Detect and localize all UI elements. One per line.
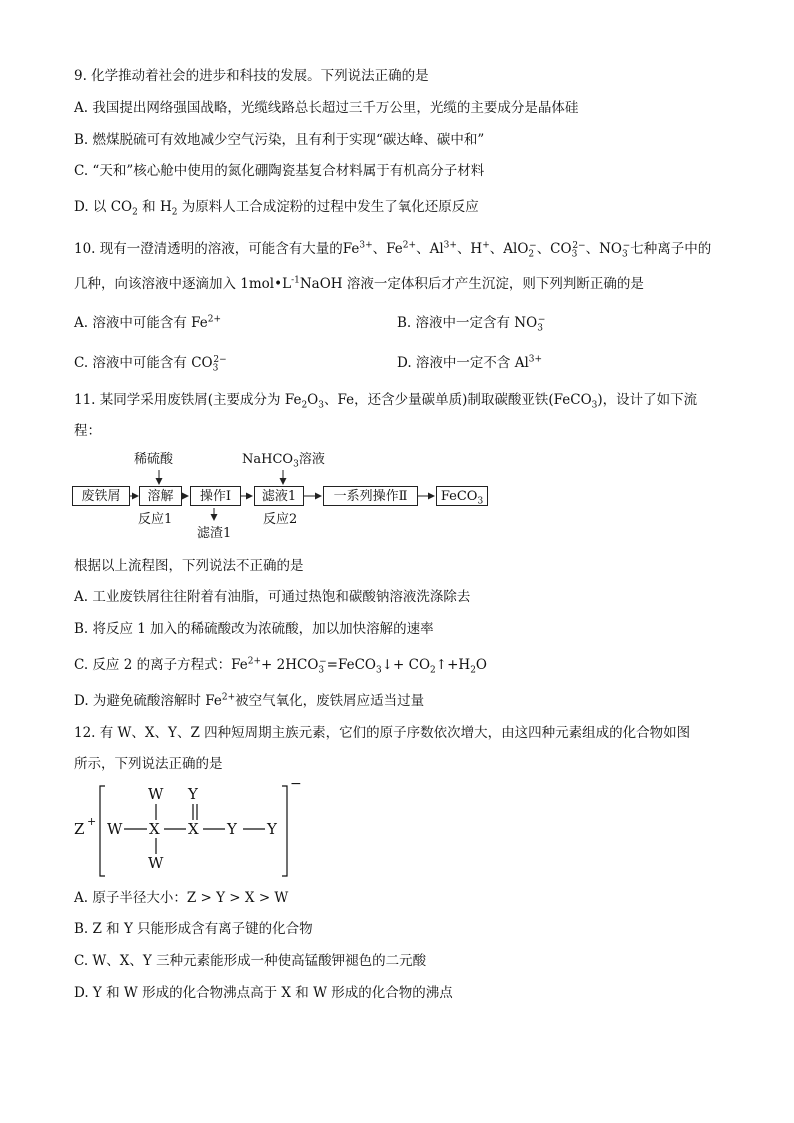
q9-stem: 9. 化学推动着社会的进步和科技的发展。下列说法正确的是 — [74, 68, 429, 84]
q10-option-d: D. 溶液中一定不含 $Al^{3+}$ — [397, 354, 543, 371]
q11-stem-line2: 程： — [74, 423, 101, 439]
q10-option-c: C. 溶液中可能含有 $CO_3^{2-}$ — [74, 354, 227, 374]
atom-x-2: X — [188, 820, 199, 838]
q12-stem-line1: 12. 有 W、X、Y、Z 四种短周期主族元素，它们的原子序数依次增大，由这四种元素组成的化合物如图 — [74, 725, 691, 741]
q10-stem-line2: 几种，向该溶液中逐滴加入 $1mol•L^{-1}NaOH$ 溶液一定体积后才产生沉淀，则下列判断正确的是 — [74, 275, 644, 292]
flow-label-dilute-acid: 稀硫酸 — [134, 452, 174, 467]
q11-question: 根据以上流程图，下列说法不正确的是 — [74, 558, 304, 574]
q11-option-b: B. 将反应 1 加入的稀硫酸改为浓硫酸，加以加快溶解的速率 — [74, 621, 434, 637]
flow-box-dissolve: 溶解 — [139, 486, 182, 506]
atom-w-bottom: W — [148, 854, 164, 872]
q12-option-d: D. Y 和 W 形成的化合物沸点高于 X 和 W 形成的化合物的沸点 — [74, 985, 453, 1001]
q12-option-b: B. Z 和 Y 只能形成含有离子键的化合物 — [74, 921, 313, 937]
atom-y-middle: Y — [227, 820, 237, 838]
q9-option-d: D. 以 $CO_2$ 和 $H_2$ 为原料人工合成淀粉的过程中发生了氧化还原反应 — [74, 199, 479, 218]
flow-label-reaction-2: 反应2 — [263, 512, 298, 527]
structure-diagram — [72, 776, 312, 882]
flow-diagram — [72, 448, 492, 548]
atom-z: Z — [74, 820, 85, 838]
q10-option-a: A. 溶液中可能含有 $Fe^{2+}$ — [74, 314, 222, 331]
q11-option-a: A. 工业废铁屑往往附着有油脂，可通过热饱和碳酸钠溶液洗涤除去 — [74, 589, 471, 605]
flow-box-product: FeCO$_3$ — [436, 486, 488, 506]
flow-box-operation-2: 一系列操作Ⅱ — [323, 486, 418, 506]
charge-plus: + — [87, 815, 97, 828]
flow-label-reaction-1: 反应1 — [138, 512, 173, 527]
q11-option-d: D. 为避免硫酸溶解时 $Fe^{2+}$被空气氧化，废铁屑应适当过量 — [74, 692, 425, 709]
q9-option-b: B. 燃煤脱硫可有效地减少空气污染，且有利于实现“碳达峰、碳中和” — [74, 132, 485, 148]
q12-option-a: A. 原子半径大小：Z > Y > X > W — [74, 890, 289, 906]
q12-option-c: C. W、X、Y 三种元素能形成一种使高锰酸钾褪色的二元酸 — [74, 953, 427, 969]
atom-w-left: W — [107, 820, 123, 838]
flow-label-residue-1: 滤渣1 — [197, 526, 232, 541]
atom-x-1: X — [149, 820, 160, 838]
flow-box-operation-1: 操作Ⅰ — [190, 486, 241, 506]
flow-box-scrap-iron: 废铁屑 — [72, 486, 130, 506]
flow-label-nahco3: NaHCO$_3$溶液 — [242, 452, 325, 470]
q11-option-c: C. 反应 2 的离子方程式：$Fe^{2+}+$ $2HCO_3^-=FeCO_3↓+$ $CO_2↑+H_2O$ — [74, 656, 487, 676]
atom-y-top: Y — [188, 785, 198, 803]
q9-option-a: A. 我国提出网络强国战略，光缆线路总长超过三千万公里，光缆的主要成分是晶体硅 — [74, 100, 579, 116]
atom-y-end: Y — [267, 820, 277, 838]
atom-w-top: W — [148, 785, 164, 803]
flow-box-filtrate-1: 滤液1 — [254, 486, 304, 506]
q11-stem-line1: 11. 某同学采用废铁屑(主要成分为 $Fe_2O_3$、Fe，还含少量碳单质)制取碳酸亚铁(FeCO$_3$)，设计了如下流 — [74, 392, 698, 411]
q10-stem-line1: 10. 现有一澄清透明的溶液，可能含有大量的$Fe^{3+}$、$Fe^{2+}$、$Al^{3+}$、H+、AlO$_2$−、$CO_3^{2-}$、$NO_3^-$七种离子中的 — [74, 240, 712, 260]
q9-option-c: C. “天和”核心舱中使用的氮化硼陶瓷基复合材料属于有机高分子材料 — [74, 163, 485, 179]
q12-stem-line2: 所示，下列说法正确的是 — [74, 756, 223, 772]
charge-minus: − — [290, 776, 302, 792]
q10-option-b: B. 溶液中一定含有 $NO_3^-$ — [397, 314, 546, 334]
